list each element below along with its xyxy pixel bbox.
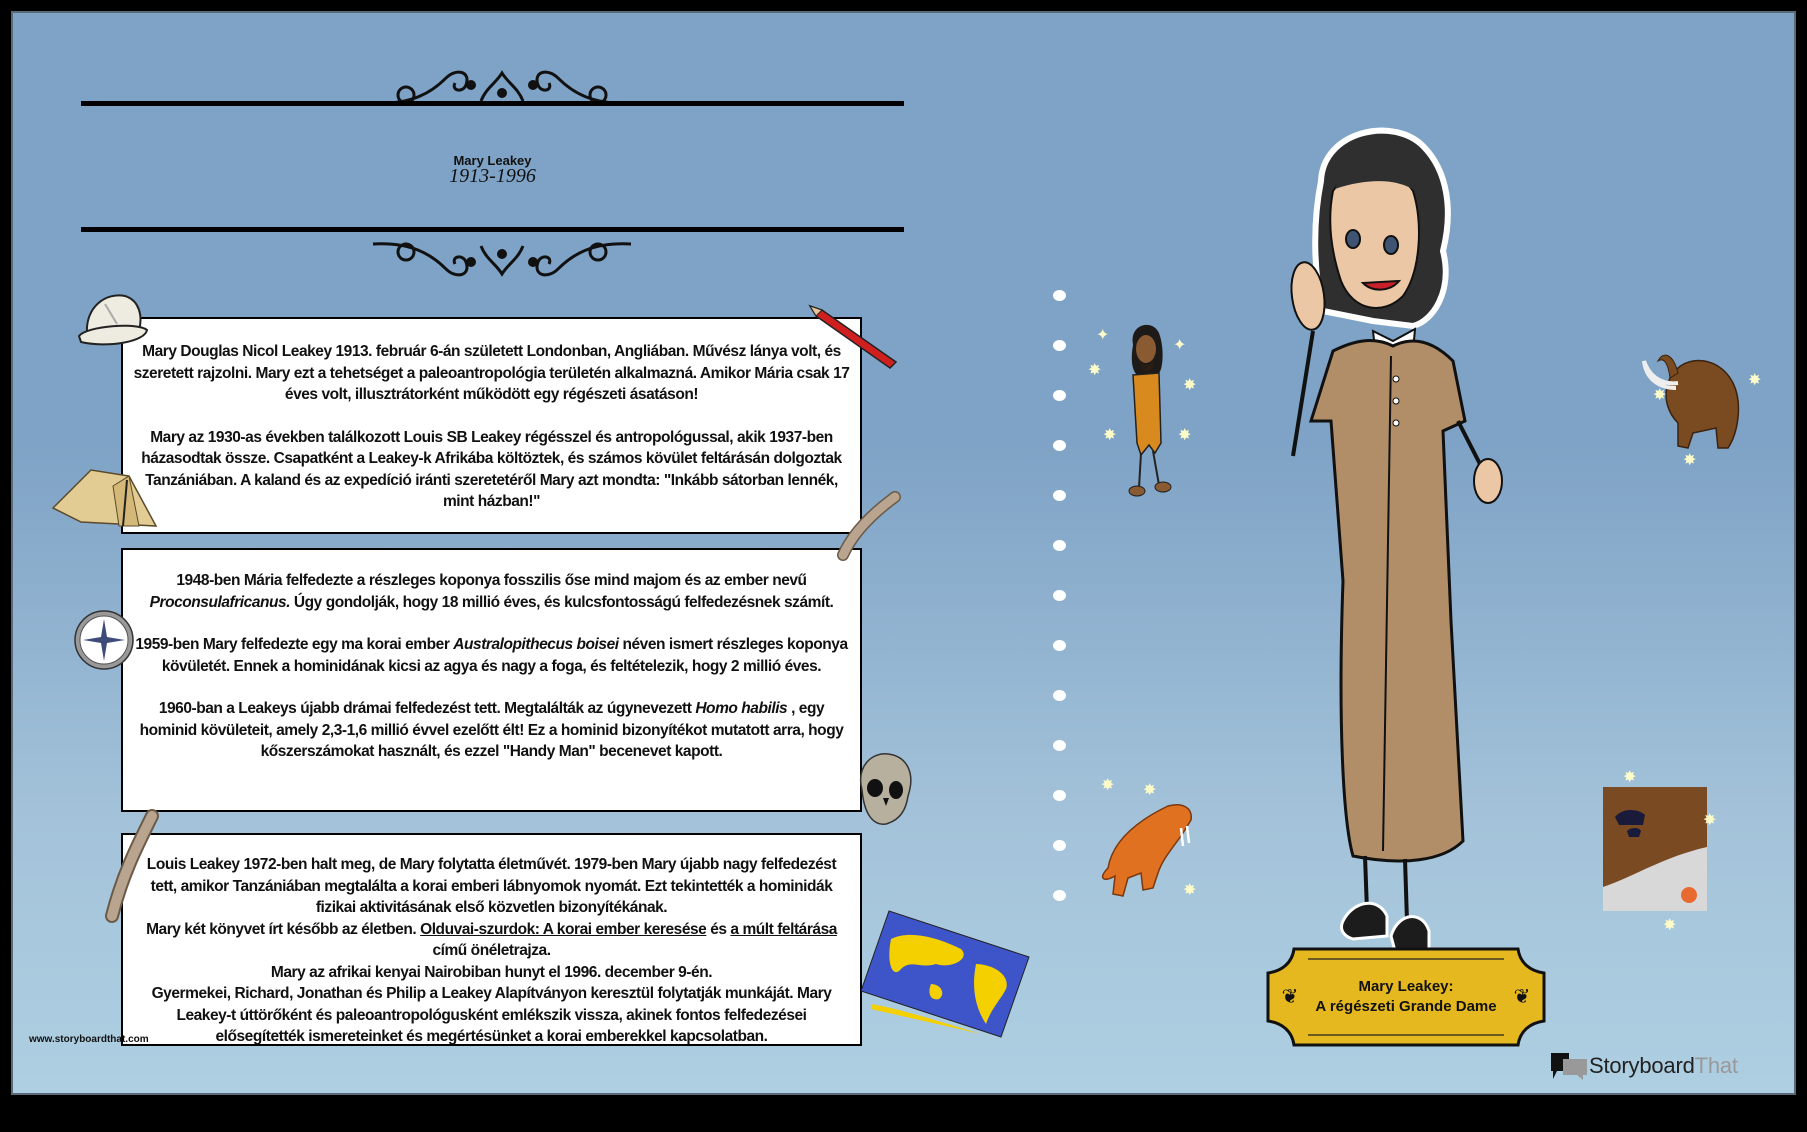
paragraph-birth: Mary Douglas Nicol Leakey 1913. február 6-án született Londonban, Angliában. Művész lánya volt, és szeretett rajzolni. Mary ezt a tehetséget a paleoantropológia területén alkalmazná. Amikor Mária csak 17 éves volt, illusztrátorként működött egy régészeti ásatáson! — [133, 343, 850, 403]
sparkle-icon: ✸ — [1183, 377, 1197, 394]
compass-icon — [73, 609, 135, 671]
timeline-dot — [1053, 740, 1066, 751]
sparkle-icon: ✸ — [1653, 387, 1667, 404]
sparkle-icon: ✸ — [1088, 362, 1102, 379]
svg-text:❦: ❦ — [1281, 986, 1299, 1008]
logo-text: StoryboardThat — [1589, 1053, 1738, 1078]
paragraph-marriage: Mary az 1930-as években találkozott Louis SB Leakey régésszel és antropológussal, akik 1937-ben házasodtak össze. Csapatként a Leakey-k Afrikába költöztek, és számos kövület feltárásán dolgoztak Tanzániában. A kaland és az expedíció iránti szeretetéről Mary azt mondta: "Inkább sátorban lennék, mint házban!" — [141, 428, 842, 510]
paragraph-death: Mary az afrikai kenyai Nairobiban hunyt el 1996. december 9-én. — [270, 963, 713, 981]
text-box-later-life — [121, 833, 862, 1046]
bone-icon-2 — [97, 806, 167, 926]
timeline-dot — [1053, 640, 1066, 651]
book-title-past: a múlt feltárása — [730, 920, 837, 938]
sparkle-icon: ✸ — [1748, 372, 1762, 389]
paragraph-1959: 1959-ben Mary felfedezte egy ma korai ember Australopithecus boisei néven ismert részleges koponya kövületét. Ennek a hominidának kicsi az agya és nagy a foga, és feltételezik, hogy 2 millió éves. — [135, 636, 848, 675]
timeline-dot — [1053, 390, 1066, 401]
person-name: Mary Leakey — [453, 153, 532, 168]
poster-canvas — [11, 11, 1796, 1095]
paragraph-1960: 1960-ban a Leakeys újabb drámai felfedezést tett. Megtalálták az úgynevezett Homo habilis , egy hominid kövületeit, amely 2,3-1,6 millió évvel ezelőtt élt! Ez a hominid bizonyítékot mutatott arra, hogy kőszerszámokat használt, és ezzel "Handy Man" becenevet kapott. — [139, 700, 844, 760]
sparkle-icon: ✸ — [1623, 769, 1637, 786]
text-box-early-life — [121, 317, 862, 534]
paragraph-legacy: Gyermekei, Richard, Jonathan és Philip a Leakey Alapítványon keresztül folytatják munkáját. Mary Leakey-t úttörőként és paleoantropológusként emlékszik vissza, akinek fontos felfedezései elősegítették ismereteinket és megértésünket a korai emberekkel kapcsolatban. — [151, 985, 832, 1045]
paragraph-books: Mary két könyvet írt később az életben. Olduvai-szurdok: A korai ember keresése és a múlt feltárása című önéletrajza. — [146, 920, 837, 959]
top-rule — [81, 101, 904, 106]
timeline-dot — [1053, 840, 1066, 851]
mary-leakey-character — [1283, 121, 1533, 951]
life-years: 1913-1996 — [449, 165, 536, 187]
timeline-dot — [1053, 290, 1066, 301]
timeline-dot — [1053, 890, 1066, 901]
timeline-dot — [1053, 790, 1066, 801]
storyboardthat-logo[interactable] — [1549, 1051, 1738, 1081]
title-plaque — [1266, 947, 1546, 1047]
sparkle-icon: ✸ — [1101, 777, 1115, 794]
tent-icon — [51, 466, 161, 531]
plaque-line-2: A régészeti Grande Dame — [1315, 998, 1497, 1015]
sparkle-icon: ✦ — [1096, 327, 1110, 344]
sparkle-icon: ✸ — [1663, 917, 1677, 934]
plaque-line-1: Mary Leakey: — [1358, 978, 1454, 995]
text-box-discoveries — [121, 548, 862, 812]
paragraph-1972: Louis Leakey 1972-ben halt meg, de Mary folytatta életművét. 1979-ben Mary újabb nagy felfedezést tett, amikor Tanzániában megtalálta a korai emberi lábnyomok nyomát. Ezt tekintették a hominidák fizikai aktivitásának első közvetlen bizonyítékának. — [146, 856, 837, 916]
paragraph-1948: 1948-ben Mária felfedezte a részleges koponya fosszilis őse mind majom és az ember nevű Proconsulafricanus. Úgy gondolják, hogy 18 millió éves, és kulcsfontosságú felfedezésnek számít. — [149, 572, 834, 611]
pencil-icon — [808, 304, 898, 370]
book-title-olduvai: Olduvai-szurdok: A korai ember keresése — [420, 920, 707, 938]
speech-bubbles-icon — [1549, 1051, 1589, 1081]
sparkle-icon: ✸ — [1183, 882, 1197, 899]
skull-icon — [856, 750, 914, 828]
bottom-rule — [81, 227, 904, 232]
cave-painting-icon — [1603, 787, 1707, 911]
plaque-text — [1266, 977, 1546, 1017]
timeline-dot — [1053, 440, 1066, 451]
timeline-dot — [1053, 340, 1066, 351]
world-map-icon — [861, 909, 1031, 1039]
timeline-dot — [1053, 540, 1066, 551]
flourish-bottom-icon — [371, 239, 633, 284]
sparkle-icon: ✸ — [1703, 812, 1717, 829]
timeline-dot — [1053, 490, 1066, 501]
sparkle-icon: ✦ — [1173, 337, 1187, 354]
sparkle-icon: ✸ — [1178, 427, 1192, 444]
timeline-dot — [1053, 590, 1066, 601]
footer-url[interactable]: www.storyboardthat.com — [29, 1034, 149, 1045]
bone-icon — [833, 483, 908, 563]
sparkle-icon: ✸ — [1683, 452, 1697, 469]
sparkle-icon: ✸ — [1143, 782, 1157, 799]
pith-helmet-icon — [77, 286, 149, 348]
svg-text:❦: ❦ — [1513, 986, 1531, 1008]
sparkle-icon: ✸ — [1103, 427, 1117, 444]
timeline-dot — [1053, 690, 1066, 701]
